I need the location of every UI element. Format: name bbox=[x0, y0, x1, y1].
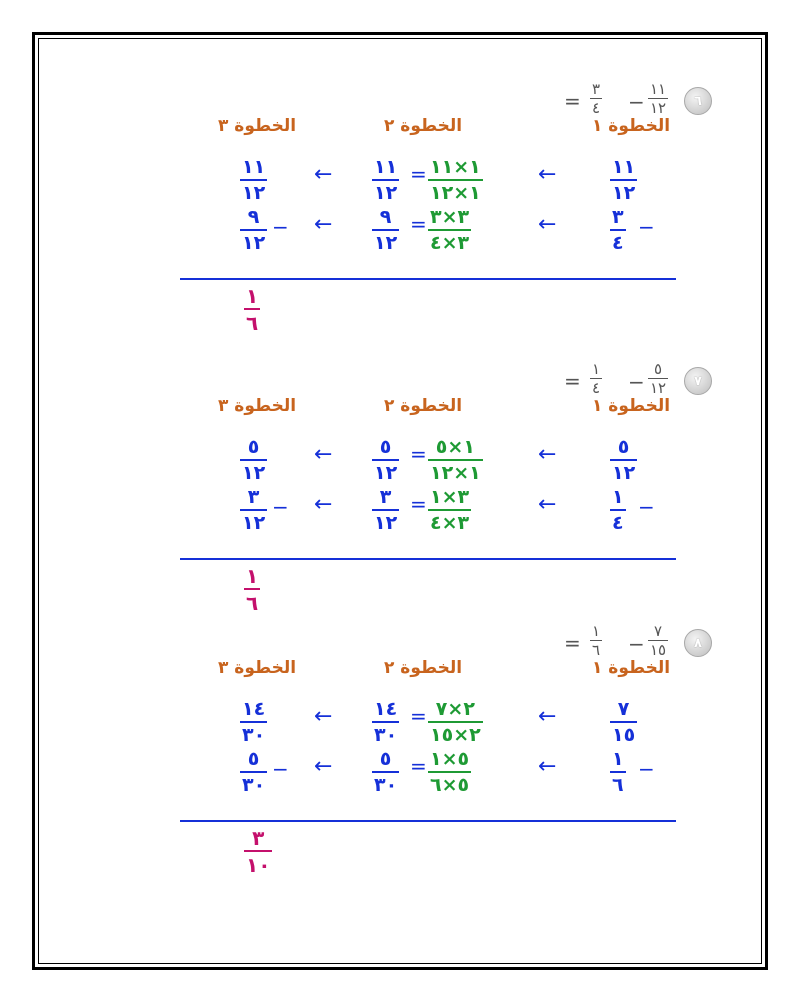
step2-result-fraction-denominator: ٣٠ bbox=[374, 774, 398, 796]
step1-fraction bbox=[610, 438, 637, 483]
step2-equals-sign: = bbox=[410, 754, 427, 778]
arrow-icon: ← bbox=[538, 442, 557, 467]
step1-minus-sign: − bbox=[638, 215, 655, 239]
step2-result-fraction-numerator: ٥ bbox=[379, 436, 392, 458]
step3-fraction-numerator: ٥ bbox=[247, 436, 260, 458]
arrow-icon: ← bbox=[538, 704, 557, 729]
step2-multiply-fraction-bar bbox=[428, 509, 471, 511]
step1-fraction-denominator: ٦ bbox=[612, 774, 624, 796]
step2-result-fraction-numerator: ٥ bbox=[379, 748, 392, 770]
step1-fraction-numerator: ٣ bbox=[612, 206, 624, 228]
header-fraction-a bbox=[648, 624, 668, 658]
result-line bbox=[180, 278, 676, 280]
step2-multiply-fraction-bar bbox=[428, 179, 483, 181]
step2-result-fraction-numerator: ١١ bbox=[374, 156, 398, 178]
step3-fraction-denominator: ١٢ bbox=[242, 462, 266, 484]
problem-number-badge: ٦ bbox=[684, 87, 712, 115]
arrow-icon: ← bbox=[314, 162, 333, 187]
result-fraction-bar bbox=[244, 308, 260, 310]
step2-result-fraction-numerator: ٣ bbox=[379, 486, 392, 508]
step3-fraction bbox=[240, 750, 267, 795]
step1-fraction-numerator: ٥ bbox=[617, 436, 630, 458]
step2-result-fraction bbox=[372, 750, 399, 795]
result-line bbox=[180, 820, 676, 822]
step2-result-fraction bbox=[372, 488, 399, 533]
step1-fraction bbox=[610, 488, 626, 533]
step3-fraction-numerator: ١١ bbox=[242, 156, 266, 178]
step1-fraction bbox=[610, 750, 626, 795]
step1-fraction-denominator: ٤ bbox=[612, 512, 624, 534]
arrow-icon: ← bbox=[314, 754, 333, 779]
result-fraction-bar bbox=[244, 588, 260, 590]
step3-fraction-bar bbox=[240, 229, 267, 231]
step1-fraction-denominator: ١٥ bbox=[612, 724, 636, 746]
step-label-3: الخطوة ٣ bbox=[218, 658, 297, 678]
step3-fraction-denominator: ٣٠ bbox=[242, 774, 266, 796]
step2-multiply-fraction-bar bbox=[428, 721, 483, 723]
step2-multiply-fraction-denominator: ٢×١٥ bbox=[430, 724, 481, 746]
step-label-1: الخطوة ١ bbox=[592, 116, 671, 136]
header-fraction-b-denominator: ٤ bbox=[592, 99, 601, 117]
step2-result-fraction bbox=[372, 158, 399, 203]
step3-minus-sign: − bbox=[272, 757, 289, 781]
result-fraction-numerator: ٣ bbox=[252, 826, 265, 850]
step2-multiply-fraction-numerator: ١×١١ bbox=[430, 156, 481, 178]
step1-fraction bbox=[610, 700, 637, 745]
step1-fraction bbox=[610, 158, 637, 203]
equals-sign: = bbox=[564, 631, 581, 655]
step2-multiply-fraction-bar bbox=[428, 771, 471, 773]
step1-minus-sign: − bbox=[638, 757, 655, 781]
step3-fraction bbox=[240, 700, 267, 745]
step2-result-fraction-numerator: ١٤ bbox=[374, 698, 398, 720]
step2-multiply-fraction-denominator: ١×١٢ bbox=[430, 462, 481, 484]
step2-result-fraction bbox=[372, 700, 399, 745]
step2-multiply-fraction bbox=[428, 700, 483, 745]
step1-fraction-numerator: ١ bbox=[612, 748, 624, 770]
step2-result-fraction-bar bbox=[372, 459, 399, 461]
step1-minus-sign: − bbox=[638, 495, 655, 519]
result-fraction bbox=[244, 286, 260, 333]
step2-result-fraction bbox=[372, 438, 399, 483]
problem-number-badge: ٧ bbox=[684, 367, 712, 395]
step3-fraction bbox=[240, 488, 267, 533]
header-fraction-b-numerator: ١ bbox=[592, 360, 601, 378]
minus-sign: − bbox=[628, 632, 645, 656]
step-label-2: الخطوة ٢ bbox=[384, 116, 463, 136]
arrow-icon: ← bbox=[538, 162, 557, 187]
step3-fraction-denominator: ١٢ bbox=[242, 182, 266, 204]
step-label-1: الخطوة ١ bbox=[592, 396, 671, 416]
header-fraction-a-denominator: ١٢ bbox=[650, 379, 667, 397]
step2-multiply-fraction-numerator: ٢×٧ bbox=[435, 698, 475, 720]
step2-multiply-fraction bbox=[428, 750, 471, 795]
header-fraction-b bbox=[590, 624, 602, 658]
step-label-3: الخطوة ٣ bbox=[218, 116, 297, 136]
result-line bbox=[180, 558, 676, 560]
step1-fraction-denominator: ٤ bbox=[612, 232, 624, 254]
header-fraction-a-numerator: ٥ bbox=[654, 360, 663, 378]
problem-number-badge: ٨ bbox=[684, 629, 712, 657]
step-label-2: الخطوة ٢ bbox=[384, 396, 463, 416]
step2-equals-sign: = bbox=[410, 492, 427, 516]
step2-equals-sign: = bbox=[410, 162, 427, 186]
header-fraction-a-denominator: ١٥ bbox=[650, 641, 667, 659]
step1-fraction-bar bbox=[610, 459, 637, 461]
step2-multiply-fraction bbox=[428, 158, 483, 203]
step1-fraction-denominator: ١٢ bbox=[612, 462, 636, 484]
step3-fraction-denominator: ١٢ bbox=[242, 512, 266, 534]
step2-equals-sign: = bbox=[410, 442, 427, 466]
arrow-icon: ← bbox=[538, 492, 557, 517]
step3-fraction-numerator: ٥ bbox=[247, 748, 260, 770]
step3-fraction-denominator: ١٢ bbox=[242, 232, 266, 254]
result-fraction-denominator: ٦ bbox=[246, 311, 259, 335]
step3-minus-sign: − bbox=[272, 215, 289, 239]
step-label-2: الخطوة ٢ bbox=[384, 658, 463, 678]
step1-fraction bbox=[610, 208, 626, 253]
step1-fraction-denominator: ١٢ bbox=[612, 182, 636, 204]
result-fraction-denominator: ٦ bbox=[246, 591, 259, 615]
step2-multiply-fraction-numerator: ٣×١ bbox=[430, 486, 470, 508]
step3-fraction bbox=[240, 208, 267, 253]
step2-result-fraction-bar bbox=[372, 771, 399, 773]
step1-fraction-bar bbox=[610, 229, 626, 231]
arrow-icon: ← bbox=[314, 212, 333, 237]
step2-multiply-fraction-numerator: ١×٥ bbox=[435, 436, 475, 458]
step3-fraction-numerator: ٣ bbox=[247, 486, 260, 508]
step2-result-fraction-denominator: ٣٠ bbox=[374, 724, 398, 746]
result-fraction-numerator: ١ bbox=[246, 284, 259, 308]
step1-fraction-bar bbox=[610, 721, 637, 723]
step3-fraction bbox=[240, 158, 267, 203]
step3-fraction-bar bbox=[240, 459, 267, 461]
step2-multiply-fraction-denominator: ٣×٤ bbox=[430, 512, 470, 534]
step2-result-fraction bbox=[372, 208, 399, 253]
step2-result-fraction-bar bbox=[372, 179, 399, 181]
step3-fraction-bar bbox=[240, 509, 267, 511]
step1-fraction-bar bbox=[610, 179, 637, 181]
step2-multiply-fraction-numerator: ٣×٣ bbox=[430, 206, 470, 228]
arrow-icon: ← bbox=[314, 442, 333, 467]
step1-fraction-numerator: ١ bbox=[612, 486, 624, 508]
header-fraction-a-numerator: ٧ bbox=[654, 622, 663, 640]
result-fraction-denominator: ١٠ bbox=[246, 853, 271, 877]
step2-multiply-fraction-denominator: ٣×٤ bbox=[430, 232, 470, 254]
step-label-3: الخطوة ٣ bbox=[218, 396, 297, 416]
minus-sign: − bbox=[628, 370, 645, 394]
result-fraction bbox=[244, 828, 272, 875]
step2-multiply-fraction-bar bbox=[428, 459, 483, 461]
step1-fraction-bar bbox=[610, 509, 626, 511]
step3-fraction-numerator: ١٤ bbox=[242, 698, 266, 720]
equals-sign: = bbox=[564, 89, 581, 113]
step2-multiply-fraction-denominator: ١×١٢ bbox=[430, 182, 481, 204]
header-fraction-b-numerator: ٣ bbox=[592, 80, 601, 98]
step3-fraction-denominator: ٣٠ bbox=[242, 724, 266, 746]
step2-result-fraction-bar bbox=[372, 721, 399, 723]
step2-multiply-fraction-bar bbox=[428, 229, 471, 231]
arrow-icon: ← bbox=[538, 212, 557, 237]
step1-fraction-bar bbox=[610, 771, 626, 773]
header-fraction-b-denominator: ٤ bbox=[592, 379, 601, 397]
step3-fraction-bar bbox=[240, 771, 267, 773]
step2-equals-sign: = bbox=[410, 704, 427, 728]
arrow-icon: ← bbox=[538, 754, 557, 779]
minus-sign: − bbox=[628, 90, 645, 114]
step2-result-fraction-bar bbox=[372, 509, 399, 511]
step1-fraction-numerator: ١١ bbox=[612, 156, 636, 178]
step2-equals-sign: = bbox=[410, 212, 427, 236]
result-fraction-numerator: ١ bbox=[246, 564, 259, 588]
step2-result-fraction-denominator: ١٢ bbox=[374, 232, 398, 254]
step2-multiply-fraction-numerator: ٥×١ bbox=[430, 748, 470, 770]
result-fraction-bar bbox=[244, 850, 272, 852]
step3-fraction-bar bbox=[240, 721, 267, 723]
equals-sign: = bbox=[564, 369, 581, 393]
arrow-icon: ← bbox=[314, 492, 333, 517]
step2-multiply-fraction bbox=[428, 438, 483, 483]
header-fraction-b bbox=[590, 362, 602, 396]
header-fraction-b bbox=[590, 82, 602, 116]
step2-result-fraction-denominator: ١٢ bbox=[374, 462, 398, 484]
step2-multiply-fraction bbox=[428, 208, 471, 253]
step3-fraction-numerator: ٩ bbox=[247, 206, 260, 228]
step3-fraction bbox=[240, 438, 267, 483]
step2-multiply-fraction-denominator: ٥×٦ bbox=[430, 774, 470, 796]
header-fraction-a bbox=[648, 82, 668, 116]
step2-result-fraction-denominator: ١٢ bbox=[374, 512, 398, 534]
step3-minus-sign: − bbox=[272, 495, 289, 519]
header-fraction-a-denominator: ١٢ bbox=[650, 99, 667, 117]
result-fraction bbox=[244, 566, 260, 613]
step2-result-fraction-denominator: ١٢ bbox=[374, 182, 398, 204]
step3-fraction-bar bbox=[240, 179, 267, 181]
step2-multiply-fraction bbox=[428, 488, 471, 533]
step1-fraction-numerator: ٧ bbox=[617, 698, 630, 720]
header-fraction-b-denominator: ٦ bbox=[592, 641, 601, 659]
header-fraction-a bbox=[648, 362, 668, 396]
step2-result-fraction-numerator: ٩ bbox=[379, 206, 392, 228]
header-fraction-a-numerator: ١١ bbox=[650, 80, 667, 98]
step2-result-fraction-bar bbox=[372, 229, 399, 231]
header-fraction-b-numerator: ١ bbox=[592, 622, 601, 640]
step-label-1: الخطوة ١ bbox=[592, 658, 671, 678]
arrow-icon: ← bbox=[314, 704, 333, 729]
